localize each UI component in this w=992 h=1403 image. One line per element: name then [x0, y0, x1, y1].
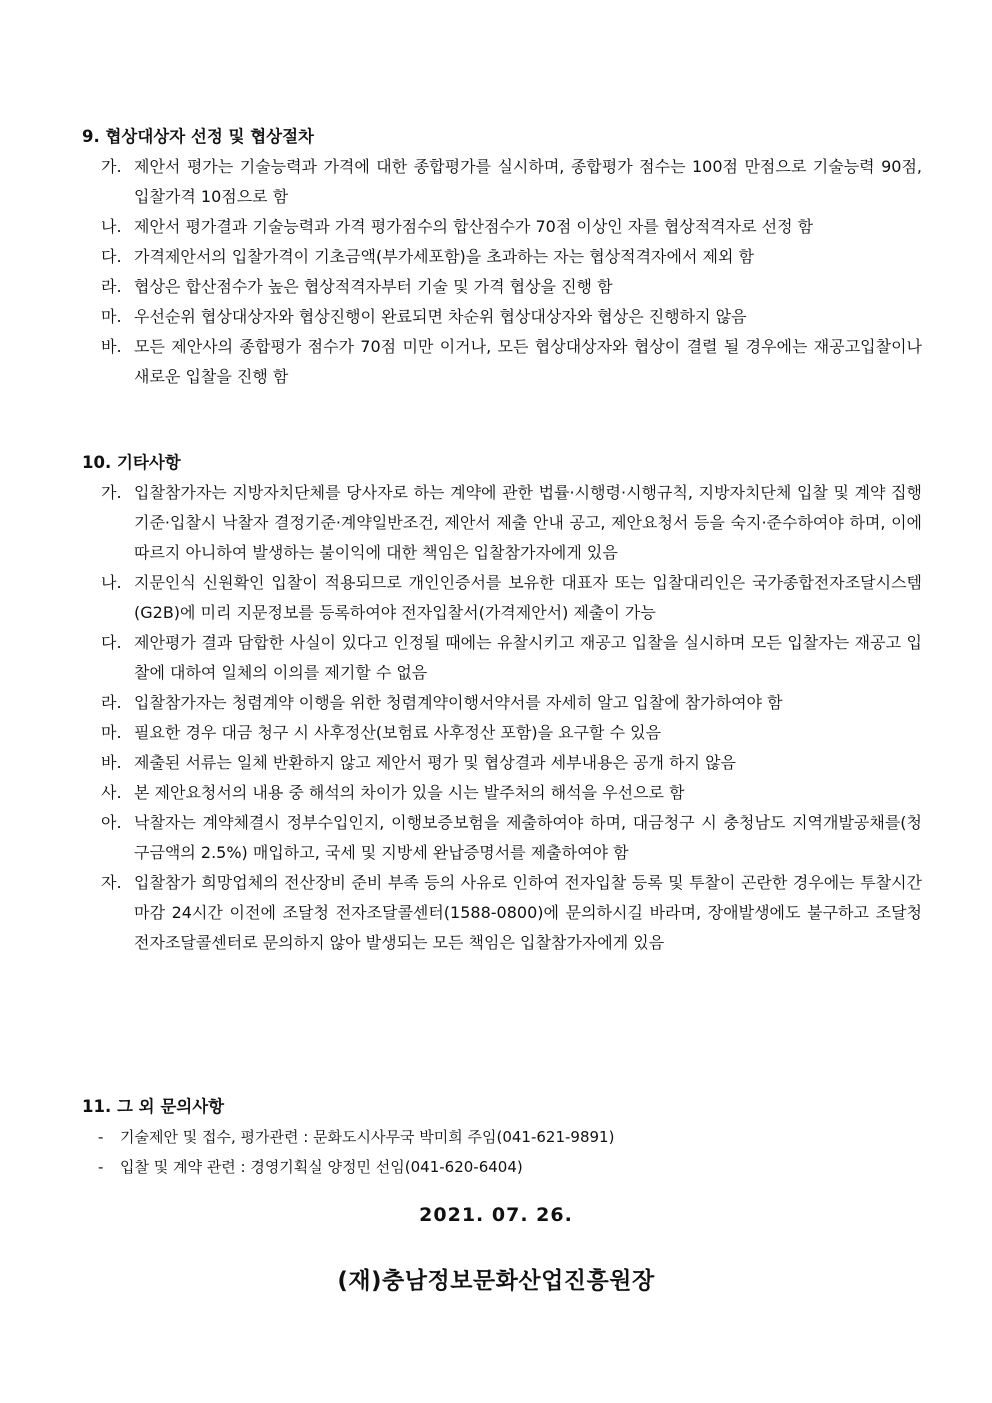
item-text: 모든 제안사의 종합평가 점수가 70점 미만 이거나, 모든 협상대상자와 협상이 결렬 될 경우에는 재공고입찰이나 새로운 입찰을 진행 함 — [134, 337, 922, 386]
document-date: 2021. 07. 26. — [419, 1204, 573, 1226]
item-text: 협상은 합산점수가 높은 협상적격자부터 기술 및 가격 협상을 진행 함 — [134, 277, 613, 296]
list-item — [82, 152, 922, 212]
item-marker: 마. — [101, 307, 122, 326]
contact-item — [82, 1122, 922, 1152]
item-text: 제안서 평가는 기술능력과 가격에 대한 종합평가를 실시하며, 종합평가 점수는 100점 만점으로 기술능력 90점, 입찰가격 10점으로 함 — [134, 157, 922, 206]
contact-item — [82, 1152, 922, 1182]
item-marker: 가. — [101, 483, 122, 502]
section-title: 10. 기타사항 — [82, 453, 181, 472]
item-text: 우선순위 협상대상자와 협상진행이 완료되면 차순위 협상대상자와 협상은 진행하지 않음 — [134, 307, 747, 326]
section-title: 11. 그 외 문의사항 — [82, 1097, 225, 1116]
list-item — [82, 332, 922, 392]
item-marker: 다. — [101, 633, 122, 652]
item-marker: 바. — [101, 753, 122, 772]
item-marker: 사. — [101, 783, 122, 802]
list-item — [82, 302, 922, 332]
item-marker: 마. — [101, 723, 122, 742]
list-item — [82, 718, 922, 748]
section-title: 9. 협상대상자 선정 및 협상절차 — [82, 127, 314, 146]
list-item — [82, 628, 922, 688]
issuer-name: (재)충남정보문화산업진흥원장 — [337, 1268, 655, 1294]
list-item — [82, 242, 922, 272]
item-marker: 다. — [101, 247, 122, 266]
item-marker: 라. — [101, 277, 122, 296]
item-text: 본 제안요청서의 내용 중 해석의 차이가 있을 시는 발주처의 해석을 우선으로 함 — [134, 783, 685, 802]
list-item — [82, 748, 922, 778]
list-item — [82, 688, 922, 718]
item-marker: 바. — [101, 337, 122, 356]
item-marker: 라. — [101, 693, 122, 712]
item-text: 기술제안 및 접수, 평가관련 : 문화도시사무국 박미희 주임(041-621-9891) — [120, 1128, 615, 1146]
section-10 — [82, 448, 922, 958]
item-marker: 아. — [101, 813, 122, 832]
item-text: 입찰참가자는 지방자치단체를 당사자로 하는 계약에 관한 법률·시행령·시행규칙, 지방자치단체 입찰 및 계약 집행기준·입찰시 낙찰자 결정기준·계약일반조건, 제안서 제출 안내 공고, 제안요청서 등을 숙지·준수하여야 하며, 이에 따르지 아니하여 발생하는 불이익에 대한 책임은 입찰참가자에게 있음 — [134, 483, 922, 562]
item-marker: - — [98, 1128, 104, 1146]
list-item — [82, 568, 922, 628]
item-text: 지문인식 신원확인 입찰이 적용되므로 개인인증서를 보유한 대표자 또는 입찰대리인은 국가종합전자조달시스템(G2B)에 미리 지문정보를 등록하여야 전자입찰서(가격제안서) 제출이 가능 — [134, 573, 922, 622]
item-text: 제출된 서류는 일체 반환하지 않고 제안서 평가 및 협상결과 세부내용은 공개 하지 않음 — [134, 753, 736, 772]
list-item — [82, 478, 922, 568]
item-text: 제안평가 결과 담합한 사실이 있다고 인정될 때에는 유찰시키고 재공고 입찰을 실시하며 모든 입찰자는 재공고 입찰에 대하여 일체의 이의를 제기할 수 없음 — [134, 633, 922, 682]
item-text: 가격제안서의 입찰가격이 기초금액(부가세포함)을 초과하는 자는 협상적격자에서 제외 함 — [134, 247, 754, 266]
item-text: 낙찰자는 계약체결시 정부수입인지, 이행보증보험을 제출하여야 하며, 대금청구 시 충청남도 지역개발공채를(청구금액의 2.5%) 매입하고, 국세 및 지방세 완납증명서를 제출하여야 함 — [134, 813, 922, 862]
list-item — [82, 868, 922, 958]
list-item — [82, 778, 922, 808]
list-item — [82, 808, 922, 868]
list-item — [82, 212, 922, 242]
item-text: 필요한 경우 대금 청구 시 사후정산(보험료 사후정산 포함)을 요구할 수 있음 — [134, 723, 662, 742]
item-marker: 가. — [101, 157, 122, 176]
item-marker: 자. — [101, 873, 122, 892]
item-text: 제안서 평가결과 기술능력과 가격 평가점수의 합산점수가 70점 이상인 자를 협상적격자로 선정 함 — [134, 217, 814, 236]
list-item — [82, 272, 922, 302]
item-text: 입찰참가자는 청렴계약 이행을 위한 청렴계약이행서약서를 자세히 알고 입찰에 참가하여야 함 — [134, 693, 783, 712]
item-marker: 나. — [101, 573, 122, 592]
item-text: 입찰참가 희망업체의 전산장비 준비 부족 등의 사유로 인하여 전자입찰 등록 및 투찰이 곤란한 경우에는 투찰시간 마감 24시간 이전에 조달청 전자조달콜센터(1588-0800)에 문의하시길 바라며, 장애발생에도 불구하고 조달청 전자조달콜센터로 문의하지 않아 발생되는 모든 책임은 입찰참가자에게 있음 — [134, 873, 922, 952]
item-marker: - — [98, 1158, 104, 1176]
item-text: 입찰 및 계약 관련 : 경영기획실 양정민 선임(041-620-6404) — [120, 1158, 523, 1176]
section-9 — [82, 122, 922, 392]
section-11 — [82, 1092, 922, 1182]
item-marker: 나. — [101, 217, 122, 236]
